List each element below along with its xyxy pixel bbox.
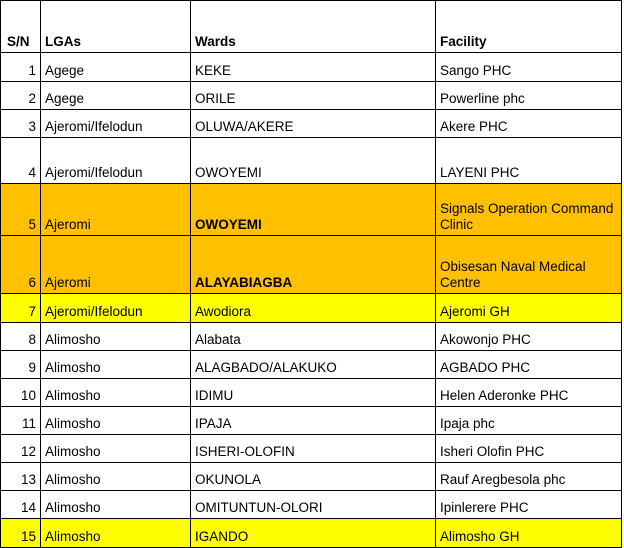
row-ward: Awodiora: [191, 294, 436, 323]
row-sn: 14: [1, 491, 41, 519]
row-lga: Alimosho: [41, 407, 191, 435]
row-facility: Alimosho GH: [436, 519, 622, 548]
row-sn: 11: [1, 407, 41, 435]
row-lga: Ajeromi/Ifelodun: [41, 138, 191, 184]
row-ward: ORILE: [191, 82, 436, 110]
row-facility: Signals Operation Command Clinic: [436, 184, 622, 236]
row-facility: Obisesan Naval Medical Centre: [436, 236, 622, 294]
row-ward: OLUWA/AKERE: [191, 110, 436, 138]
header-facility: Facility: [436, 1, 622, 53]
row-ward: OKUNOLA: [191, 463, 436, 491]
row-ward: KEKE: [191, 53, 436, 82]
row-lga: Agege: [41, 53, 191, 82]
table-row: [1, 184, 622, 236]
row-lga: Alimosho: [41, 463, 191, 491]
row-sn: 15: [1, 519, 41, 548]
row-facility: Isheri Olofin PHC: [436, 435, 622, 463]
table-row: [1, 351, 622, 379]
header-lgas: LGAs: [41, 1, 191, 53]
row-lga: Ajeromi: [41, 184, 191, 236]
header-wards: Wards: [191, 1, 436, 53]
row-sn: 6: [1, 236, 41, 294]
table-row: [1, 491, 622, 519]
row-sn: 9: [1, 351, 41, 379]
row-facility: Rauf Aregbesola phc: [436, 463, 622, 491]
header-row: [1, 1, 622, 53]
row-sn: 2: [1, 82, 41, 110]
row-sn: 10: [1, 379, 41, 407]
table-row: [1, 379, 622, 407]
row-lga: Ajeromi/Ifelodun: [41, 294, 191, 323]
row-lga: Alimosho: [41, 323, 191, 351]
row-lga: Alimosho: [41, 379, 191, 407]
table-row: [1, 407, 622, 435]
row-facility: Powerline phc: [436, 82, 622, 110]
row-facility: Ipinlerere PHC: [436, 491, 622, 519]
row-facility: LAYENI PHC: [436, 138, 622, 184]
row-ward: OWOYEMI: [191, 184, 436, 236]
row-lga: Ajeromi/Ifelodun: [41, 110, 191, 138]
row-lga: Agege: [41, 82, 191, 110]
row-sn: 3: [1, 110, 41, 138]
row-ward: IDIMU: [191, 379, 436, 407]
row-ward: ALAYABIAGBA: [191, 236, 436, 294]
table-row: [1, 294, 622, 323]
row-ward: ALAGBADO/ALAKUKO: [191, 351, 436, 379]
row-sn: 1: [1, 53, 41, 82]
row-facility: AGBADO PHC: [436, 351, 622, 379]
table-row: [1, 323, 622, 351]
row-sn: 7: [1, 294, 41, 323]
row-lga: Alimosho: [41, 491, 191, 519]
table-row: [1, 53, 622, 82]
table-row: [1, 138, 622, 184]
row-lga: Alimosho: [41, 351, 191, 379]
row-ward: IPAJA: [191, 407, 436, 435]
row-facility: Ipaja phc: [436, 407, 622, 435]
row-facility: Akere PHC: [436, 110, 622, 138]
header-sn: S/N: [1, 1, 41, 53]
table-row: [1, 463, 622, 491]
row-lga: Alimosho: [41, 435, 191, 463]
row-facility: Helen Aderonke PHC: [436, 379, 622, 407]
row-facility: Akowonjo PHC: [436, 323, 622, 351]
row-ward: ISHERI-OLOFIN: [191, 435, 436, 463]
row-sn: 8: [1, 323, 41, 351]
row-sn: 5: [1, 184, 41, 236]
row-sn: 13: [1, 463, 41, 491]
table-row: [1, 435, 622, 463]
table-row: [1, 110, 622, 138]
row-sn: 4: [1, 138, 41, 184]
table-row: [1, 519, 622, 548]
row-ward: OMITUNTUN-OLORI: [191, 491, 436, 519]
row-ward: Alabata: [191, 323, 436, 351]
row-facility: Sango PHC: [436, 53, 622, 82]
table-row: [1, 82, 622, 110]
row-ward: OWOYEMI: [191, 138, 436, 184]
row-lga: Ajeromi: [41, 236, 191, 294]
row-facility: Ajeromi GH: [436, 294, 622, 323]
row-lga: Alimosho: [41, 519, 191, 548]
row-ward: IGANDO: [191, 519, 436, 548]
row-sn: 12: [1, 435, 41, 463]
table-row: [1, 236, 622, 294]
